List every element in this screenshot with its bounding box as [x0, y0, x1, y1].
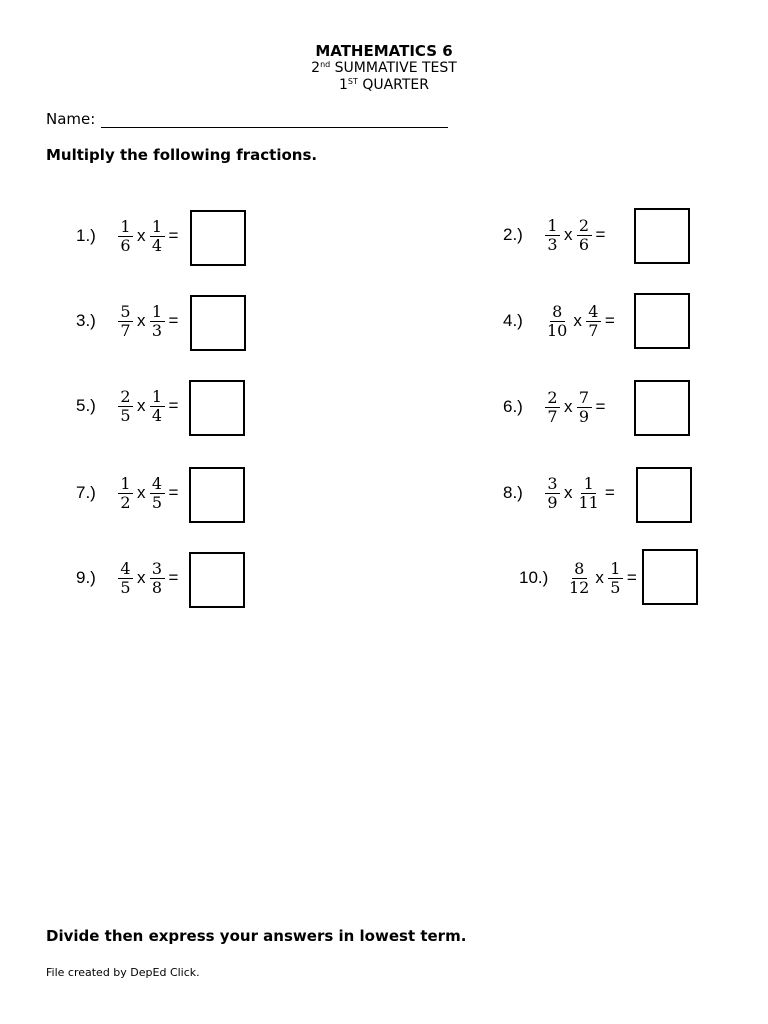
equals-operator: =: [168, 311, 179, 330]
problem-number: 10.): [519, 568, 549, 587]
problem-5: [76, 376, 180, 436]
fraction-b: [150, 218, 165, 255]
fraction-a: [118, 388, 133, 425]
denominator: 5: [120, 405, 131, 425]
denominator: 7: [547, 406, 558, 426]
fraction-b: [586, 303, 601, 340]
answer-box-6[interactable]: [634, 380, 690, 436]
numerator: 4: [150, 475, 165, 494]
divide-instruction: Divide then express your answers in lowest term.: [46, 927, 467, 945]
fraction-a: [118, 303, 133, 340]
problem-number: 7.): [76, 483, 96, 502]
equals-operator: =: [168, 483, 179, 502]
answer-box-5[interactable]: [189, 380, 245, 436]
equals-operator: =: [626, 568, 637, 587]
fraction-b: [150, 475, 165, 512]
fraction-a: [545, 389, 560, 426]
problem-number: 3.): [76, 311, 96, 330]
times-operator: x: [137, 311, 146, 330]
problem-1: [76, 206, 180, 266]
times-operator: x: [595, 568, 604, 587]
denominator: 5: [151, 492, 163, 512]
fraction-a: [118, 560, 133, 597]
denominator: 6: [120, 235, 131, 255]
equals-operator: =: [595, 397, 606, 416]
name-label: Name:: [46, 110, 96, 128]
problem-number: 2.): [503, 225, 523, 244]
denominator: 7: [120, 320, 131, 340]
answer-box-10[interactable]: [642, 549, 698, 605]
problem-number: 8.): [503, 483, 523, 502]
problem-number: 4.): [503, 311, 523, 330]
problem-10: [519, 548, 639, 608]
numerator: 5: [118, 303, 133, 322]
problem-number: 5.): [76, 396, 96, 415]
times-operator: x: [137, 226, 146, 245]
fraction-b: [150, 388, 165, 425]
times-operator: x: [137, 396, 146, 415]
test-subtitle: [0, 60, 768, 77]
numerator: 8: [550, 303, 565, 322]
answer-box-1[interactable]: [190, 210, 246, 266]
numerator: 1: [608, 560, 623, 579]
numerator: 1: [150, 388, 165, 407]
name-blank-field[interactable]: [101, 112, 448, 128]
numerator: 1: [150, 303, 165, 322]
problem-4: [503, 291, 617, 351]
quarter-suffix: ST: [347, 77, 358, 86]
denominator: 5: [120, 577, 131, 597]
times-operator: x: [573, 311, 582, 330]
numerator: 1: [150, 218, 165, 237]
answer-box-7[interactable]: [189, 467, 245, 523]
fraction-a: [545, 475, 560, 512]
fraction-b: [608, 560, 623, 597]
times-operator: x: [137, 568, 146, 587]
fraction-a: [545, 217, 560, 254]
multiply-instruction: Multiply the following fractions.: [46, 146, 318, 164]
problem-3: [76, 291, 180, 351]
fraction-b: [577, 389, 592, 426]
test-label: SUMMATIVE TEST: [330, 60, 457, 76]
numerator: 2: [118, 388, 133, 407]
denominator: 3: [151, 320, 163, 340]
fraction-b: [150, 303, 165, 340]
name-row: [46, 110, 448, 128]
numerator: 1: [118, 475, 133, 494]
equals-operator: =: [604, 311, 615, 330]
quarter-label: QUARTER: [357, 77, 430, 93]
numerator: 3: [150, 560, 165, 579]
test-ordinal-suffix: nd: [320, 60, 331, 69]
equals-operator: =: [604, 483, 615, 502]
denominator: 7: [588, 320, 599, 340]
denominator: 11: [578, 492, 599, 512]
times-operator: x: [564, 397, 573, 416]
equals-operator: =: [595, 225, 606, 244]
answer-box-8[interactable]: [636, 467, 692, 523]
fraction-a: [545, 303, 569, 340]
problem-8: [503, 463, 617, 523]
worksheet-title: MATHEMATICS 6: [315, 42, 453, 60]
problem-number: 6.): [503, 397, 523, 416]
numerator: 1: [581, 475, 596, 494]
fraction-a: [118, 475, 133, 512]
answer-box-9[interactable]: [189, 552, 245, 608]
numerator: 3: [545, 475, 560, 494]
test-ordinal-number: 2: [311, 60, 321, 76]
quarter-number: 1: [338, 77, 348, 93]
numerator: 4: [586, 303, 601, 322]
times-operator: x: [137, 483, 146, 502]
problem-9: [76, 548, 180, 608]
times-operator: x: [564, 225, 573, 244]
problem-number: 9.): [76, 568, 96, 587]
denominator: 3: [547, 234, 558, 254]
times-operator: x: [564, 483, 573, 502]
problem-number: 1.): [76, 226, 96, 245]
equals-operator: =: [168, 568, 179, 587]
problem-7: [76, 463, 180, 523]
fraction-b: [577, 217, 592, 254]
numerator: 7: [577, 389, 592, 408]
answer-box-2[interactable]: [634, 208, 690, 264]
denominator: 9: [578, 406, 590, 426]
numerator: 2: [545, 389, 560, 408]
numerator: 1: [545, 217, 560, 236]
worksheet-header: [0, 42, 768, 94]
fraction-a: [118, 218, 133, 255]
fraction-a: [567, 560, 591, 597]
denominator: 5: [610, 577, 621, 597]
denominator: 2: [120, 492, 131, 512]
numerator: 2: [577, 217, 592, 236]
denominator: 6: [578, 234, 590, 254]
denominator: 4: [151, 405, 163, 425]
denominator: 10: [547, 320, 568, 340]
denominator: 4: [151, 235, 163, 255]
denominator: 9: [547, 492, 558, 512]
problem-6: [503, 377, 607, 437]
problem-2: [503, 205, 607, 265]
answer-box-4[interactable]: [634, 293, 690, 349]
quarter-subtitle: [0, 77, 768, 94]
denominator: 12: [569, 577, 590, 597]
fraction-b: [577, 475, 601, 512]
numerator: 8: [572, 560, 587, 579]
answer-box-3[interactable]: [190, 295, 246, 351]
numerator: 1: [118, 218, 133, 237]
file-credit: File created by DepEd Click.: [46, 966, 200, 979]
equals-operator: =: [168, 226, 179, 245]
equals-operator: =: [168, 396, 179, 415]
numerator: 4: [118, 560, 133, 579]
denominator: 8: [151, 577, 163, 597]
fraction-b: [150, 560, 165, 597]
